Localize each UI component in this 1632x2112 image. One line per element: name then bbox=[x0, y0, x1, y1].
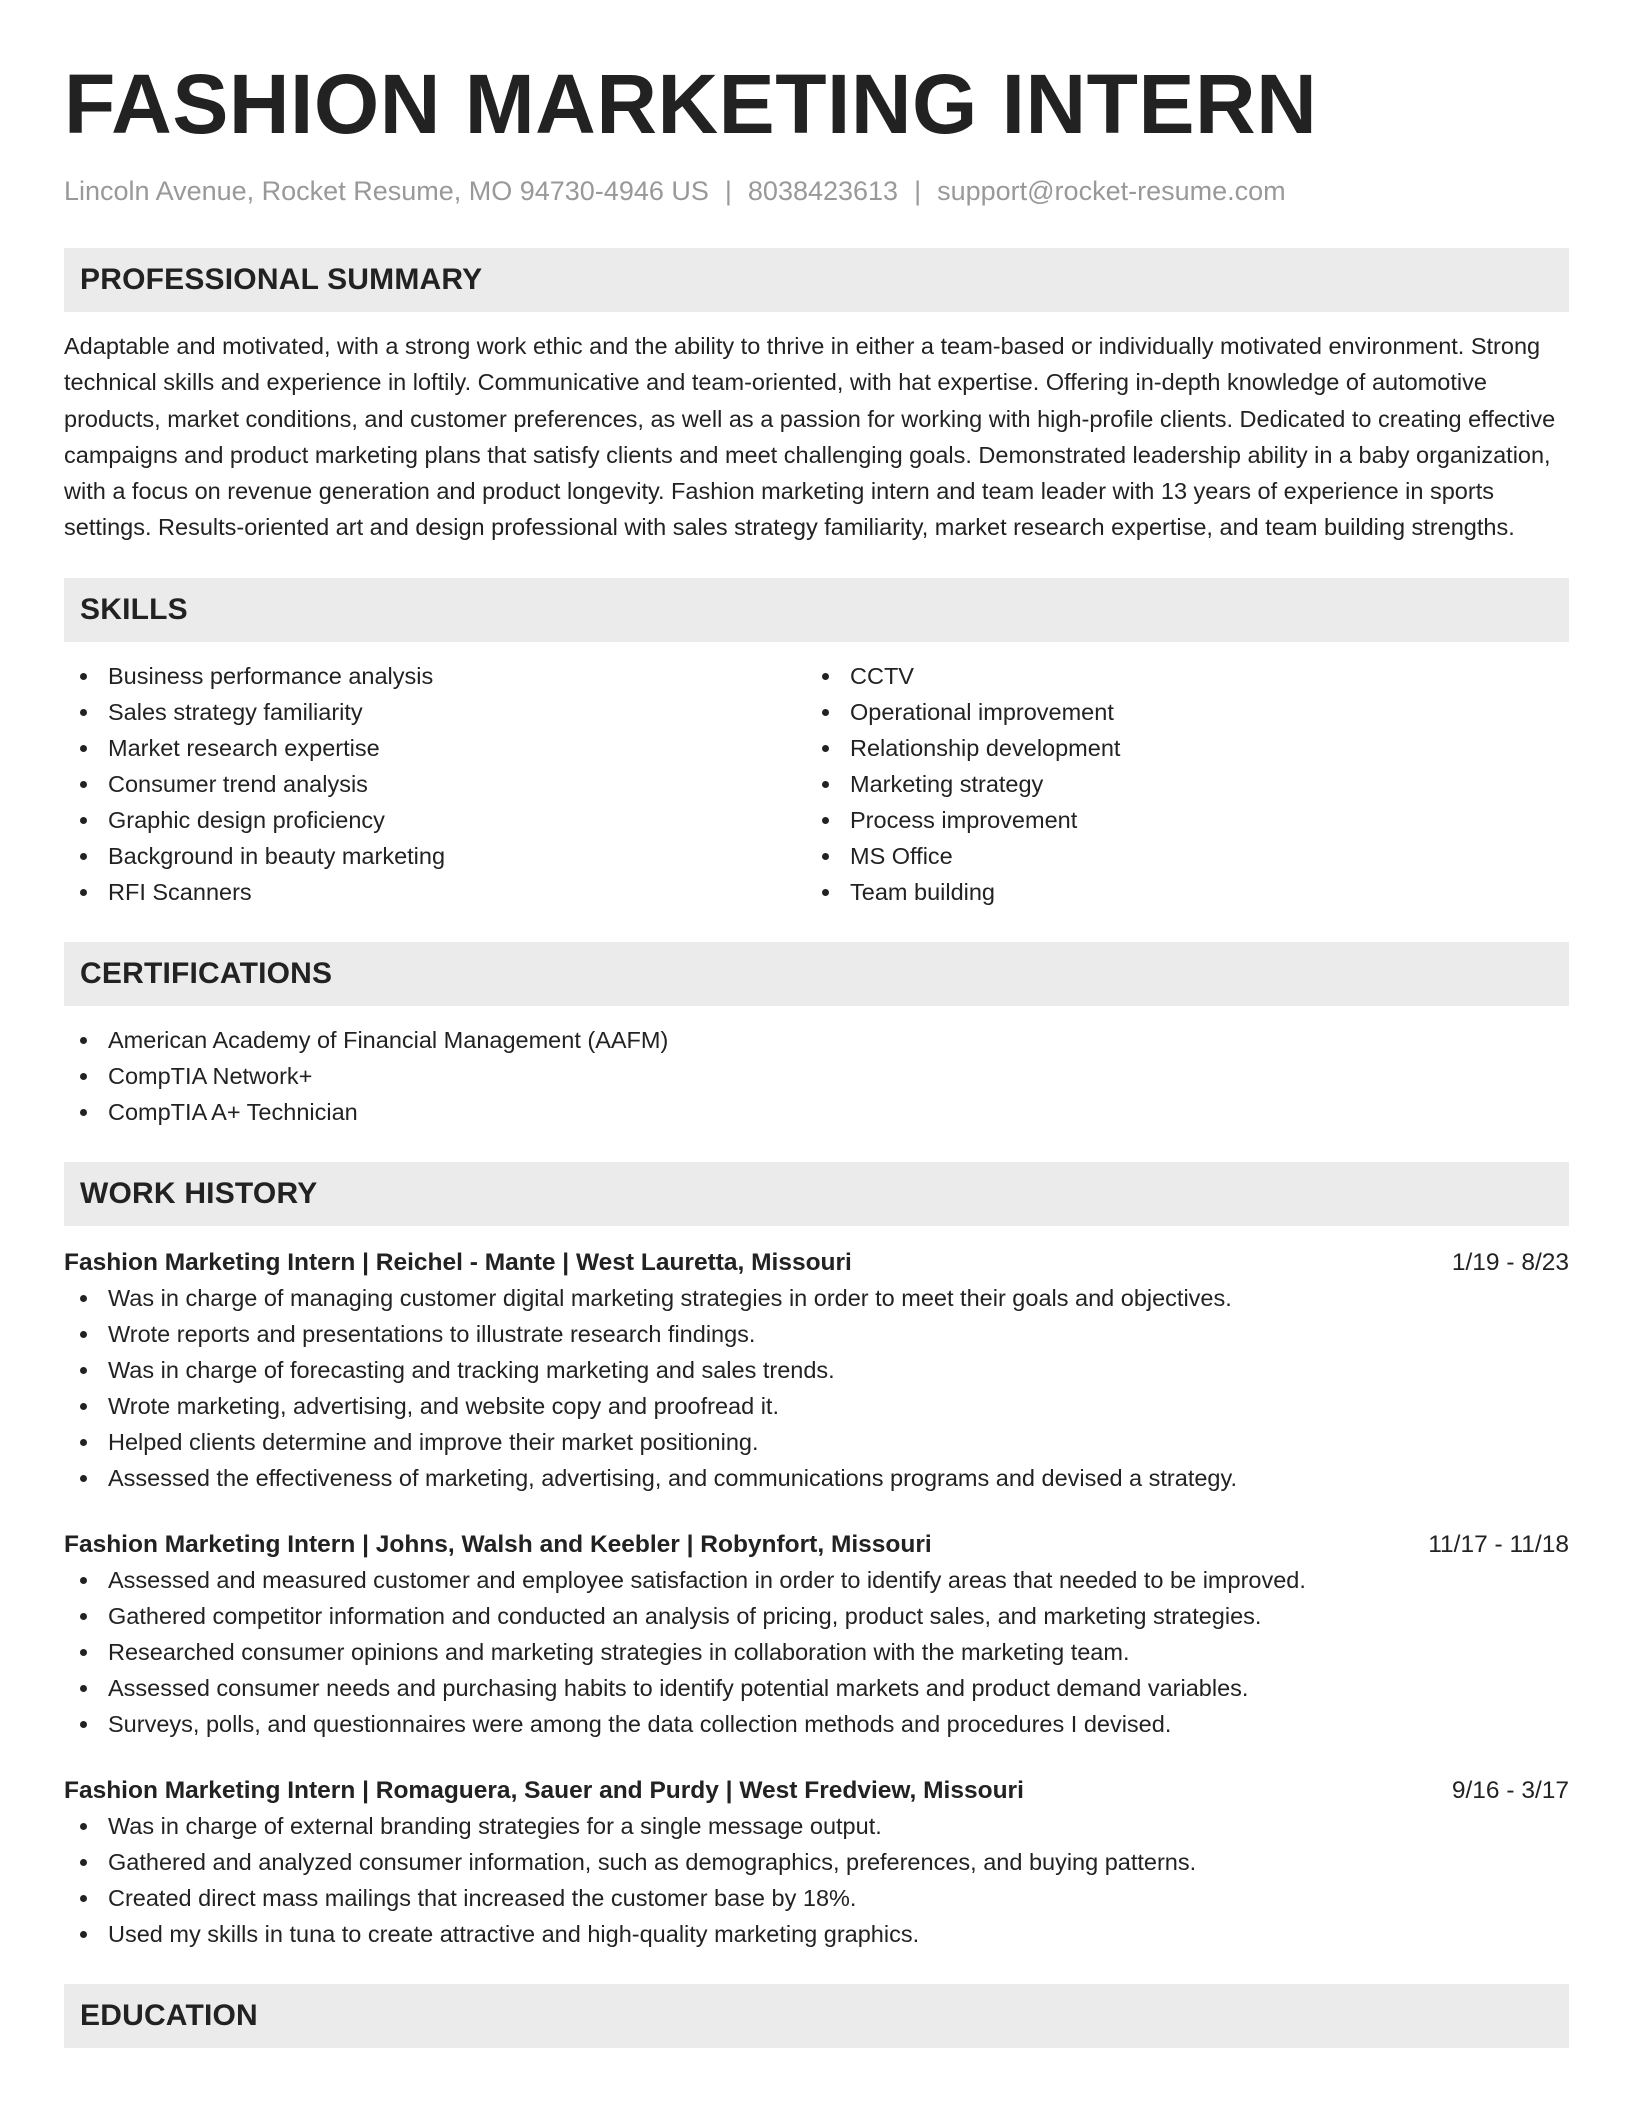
job-bullets bbox=[64, 1562, 1569, 1742]
skill-item: Business performance analysis bbox=[64, 658, 806, 694]
job-title: Fashion Marketing Intern | Romaguera, Sauer and Purdy | West Fredview, Missouri bbox=[64, 1776, 1024, 1804]
certifications-list bbox=[64, 1022, 1569, 1130]
job-bullet: Assessed and measured customer and employee satisfaction in order to identify areas that needed to be improved. bbox=[64, 1562, 1569, 1598]
education-heading: EDUCATION bbox=[64, 1984, 1569, 2048]
job-bullet: Assessed consumer needs and purchasing habits to identify potential markets and product demand variables. bbox=[64, 1670, 1569, 1706]
job-bullet: Surveys, polls, and questionnaires were among the data collection methods and procedures I devised. bbox=[64, 1706, 1569, 1742]
skill-item: Process improvement bbox=[806, 802, 1548, 838]
summary-heading: PROFESSIONAL SUMMARY bbox=[64, 248, 1569, 312]
job-bullet: Researched consumer opinions and marketing strategies in collaboration with the marketing team. bbox=[64, 1634, 1569, 1670]
job-bullet: Gathered competitor information and conducted an analysis of pricing, product sales, and marketing strategies. bbox=[64, 1598, 1569, 1634]
job-bullet: Created direct mass mailings that increased the customer base by 18%. bbox=[64, 1880, 1569, 1916]
job-bullet: Was in charge of forecasting and tracking marketing and sales trends. bbox=[64, 1352, 1569, 1388]
skills-list-right bbox=[806, 658, 1548, 910]
contact-separator: | bbox=[914, 176, 922, 206]
certification-item: CompTIA A+ Technician bbox=[64, 1094, 1569, 1130]
certification-item: CompTIA Network+ bbox=[64, 1058, 1569, 1094]
skills-list-left bbox=[64, 658, 806, 910]
job-title: Fashion Marketing Intern | Johns, Walsh and Keebler | Robynfort, Missouri bbox=[64, 1530, 932, 1558]
skill-item: Team building bbox=[806, 874, 1548, 910]
job-dates: 9/16 - 3/17 bbox=[1451, 1776, 1569, 1804]
skills-grid bbox=[64, 658, 1569, 910]
job-header bbox=[64, 1246, 1569, 1280]
job-entry bbox=[64, 1528, 1569, 1742]
contact-line bbox=[64, 174, 1569, 208]
job-bullet: Wrote marketing, advertising, and website copy and proofread it. bbox=[64, 1388, 1569, 1424]
skill-item: Sales strategy familiarity bbox=[64, 694, 806, 730]
summary-text: Adaptable and motivated, with a strong work ethic and the ability to thrive in either a team-based or individually motivated environment. Strong technical skills and experience in loftily. Communicative and team-oriented, with hat expertise. Offering in-depth knowledge of automotive products, market conditions, and customer preferences, as well as a passion for working with high-profile clients. Dedicated to creating effective campaigns and product marketing plans that satisfy clients and meet challenging goals. Demonstrated leadership ability in a baby organization, with a focus on revenue generation and product longevity. Fashion marketing intern and team leader with 13 years of experience in sports settings. Results-oriented art and design professional with sales strategy familiarity, market research expertise, and team building strengths. bbox=[64, 333, 1556, 541]
certifications-heading: CERTIFICATIONS bbox=[64, 942, 1569, 1006]
certification-item: American Academy of Financial Management (AAFM) bbox=[64, 1022, 1569, 1058]
job-bullet: Helped clients determine and improve their market positioning. bbox=[64, 1424, 1569, 1460]
job-entry bbox=[64, 1246, 1569, 1496]
job-bullets bbox=[64, 1280, 1569, 1496]
job-header bbox=[64, 1774, 1569, 1808]
skill-item: Marketing strategy bbox=[806, 766, 1548, 802]
skills-section bbox=[64, 578, 1569, 910]
skill-item: MS Office bbox=[806, 838, 1548, 874]
job-header bbox=[64, 1528, 1569, 1562]
job-entry bbox=[64, 1774, 1569, 1952]
job-bullet: Gathered and analyzed consumer information, such as demographics, preferences, and buying patterns. bbox=[64, 1844, 1569, 1880]
job-dates: 1/19 - 8/23 bbox=[1451, 1248, 1569, 1276]
job-bullet: Used my skills in tuna to create attractive and high-quality marketing graphics. bbox=[64, 1916, 1569, 1952]
skill-item: RFI Scanners bbox=[64, 874, 806, 910]
work-history-heading: WORK HISTORY bbox=[64, 1162, 1569, 1226]
certifications-section bbox=[64, 942, 1569, 1130]
skill-item: Background in beauty marketing bbox=[64, 838, 806, 874]
job-bullet: Was in charge of external branding strategies for a single message output. bbox=[64, 1808, 1569, 1844]
work-history-section bbox=[64, 1162, 1569, 1952]
contact-address: Lincoln Avenue, Rocket Resume, MO 94730-4946 US bbox=[64, 176, 709, 206]
skill-item: Operational improvement bbox=[806, 694, 1548, 730]
summary-section bbox=[64, 248, 1569, 546]
job-bullet: Assessed the effectiveness of marketing, advertising, and communications programs and devised a strategy. bbox=[64, 1460, 1569, 1496]
skill-item: CCTV bbox=[806, 658, 1548, 694]
job-bullets bbox=[64, 1808, 1569, 1952]
contact-email: support@rocket-resume.com bbox=[937, 176, 1286, 206]
skill-item: Consumer trend analysis bbox=[64, 766, 806, 802]
job-title: Fashion Marketing Intern | Reichel - Mante | West Lauretta, Missouri bbox=[64, 1248, 852, 1276]
skill-item: Market research expertise bbox=[64, 730, 806, 766]
skill-item: Graphic design proficiency bbox=[64, 802, 806, 838]
job-dates: 11/17 - 11/18 bbox=[1428, 1530, 1569, 1558]
resume-title: FASHION MARKETING INTERN bbox=[64, 57, 1318, 151]
job-bullet: Wrote reports and presentations to illustrate research findings. bbox=[64, 1316, 1569, 1352]
skill-item: Relationship development bbox=[806, 730, 1548, 766]
education-section bbox=[64, 1984, 1569, 2048]
contact-separator: | bbox=[724, 176, 732, 206]
contact-phone: 8038423613 bbox=[747, 176, 899, 206]
job-bullet: Was in charge of managing customer digital marketing strategies in order to meet their goals and objectives. bbox=[64, 1280, 1569, 1316]
skills-heading: SKILLS bbox=[64, 578, 1569, 642]
